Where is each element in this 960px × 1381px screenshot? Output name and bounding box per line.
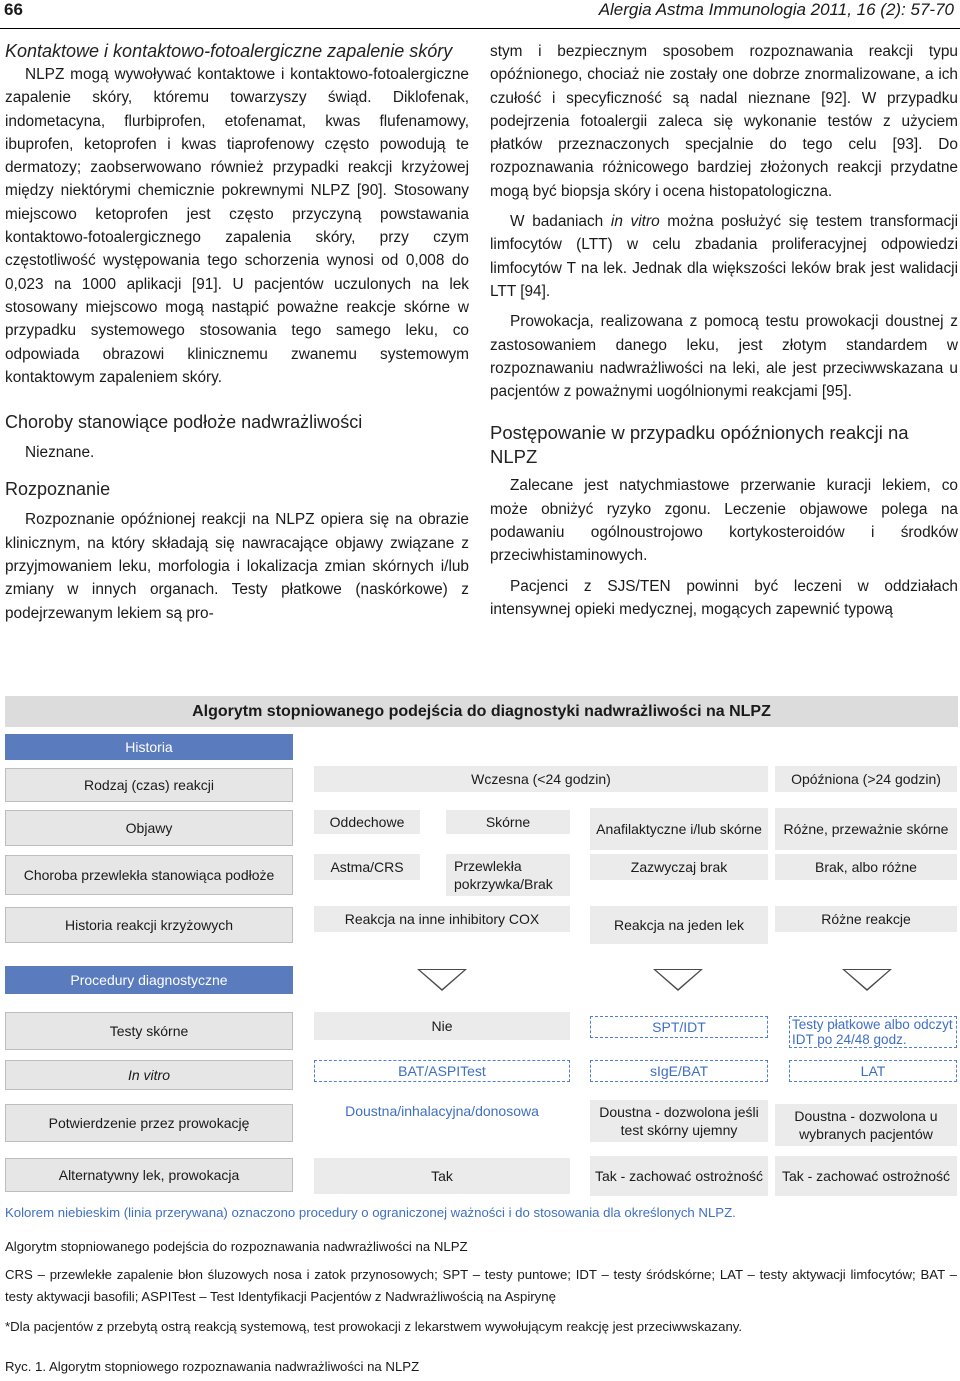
paragraph: Prowokacja, realizowana z pomocą testu prowokacji doustnej z zastosowaniem danego leku, jest złotym standardem w rozpoznawaniu nadwrażliwości na leki, ale jest przeciwwskazana u pacjentów z poważnymi uogólnionymi reakcjami [95]. (490, 313, 958, 401)
cutaneous: Skórne (446, 810, 570, 834)
paragraph: Rozpoznanie opóźnionej reakcji na NLPZ opiera się na obrazie klinicznym, na który składają się nawracające objawy związane z przyjmowaniem leku, morfologia i lokalizacja zmian skórnych i/lub zmiany w innych organach. Testy płatkowe (naskórkowe) z podejrzewanym lekiem są pro- (5, 511, 469, 622)
alt-yes-caution-1: Tak - zachować ostrożność (590, 1156, 768, 1196)
arrow-down-icon (417, 969, 467, 991)
left-column (5, 40, 469, 625)
section-heading-diagnosis: Rozpoznanie (5, 479, 111, 500)
paragraph-in-vitro: W badaniach in vitro można posłużyć się testem transformacji limfocytów (LTT) w celu zbadania proliferacyjnej odpowiedzi limfocytów T na lek. Jednak dla większości leków brak jest walidacji LTT [94]. (490, 213, 958, 300)
figure-title: Algorytm stopniowanego podejścia do diagnostyki nadwrażliwości na NLPZ (5, 696, 958, 727)
row-label-cross-reactions: Historia reakcji krzyżowych (5, 907, 293, 943)
none-or-various: Brak, albo różne (775, 854, 957, 880)
journal-header: Alergia Astma Immunologia 2011, 16 (2): 57-70 (598, 0, 954, 19)
various-reactions: Różne reakcje (775, 906, 957, 932)
proc-label-alternative: Alternatywny lek, prowokacja (5, 1158, 293, 1192)
paragraph: Pacjenci z SJS/TEN powinni być leczeni w oddziałach intensywnej opieki medycznej, mogących zapewnić typową (490, 577, 958, 618)
delayed-reaction: Opóźniona (>24 godzin) (775, 766, 957, 792)
footnote: *Dla pacjentów z przebytą ostrą reakcją systemową, test prowokacji z lekarstwem wywołującym reakcję jest przeciwwskazany. (5, 1319, 743, 1334)
figure-caption: Ryc. 1. Algorytm stopniowego rozpoznawania nadwrażliwości na NLPZ (5, 1359, 420, 1374)
section-heading-contact-dermatitis: Kontaktowe i kontaktowo-fotoalergiczne zapalenie skóry (5, 41, 453, 61)
early-reaction: Wczesna (<24 godzin) (314, 766, 768, 792)
paragraph: Zalecane jest natychmiastowe przerwanie kuracji lekiem, co może obniżyć ryzyko zgonu. Leczenie objawowe polega na podawaniu ogólnoustrojowo kortykosteroidów i środków przeciwhistaminowych. (490, 477, 958, 565)
historia-bar: Historia (5, 734, 293, 760)
arrow-down-icon (653, 969, 703, 991)
paragraph: Nieznane. (25, 444, 95, 462)
other-cox-inhibitors: Reakcja na inne inhibitory COX (314, 906, 570, 932)
row-label-symptoms: Objawy (5, 810, 293, 846)
page-number: 66 (4, 0, 23, 19)
respiratory: Oddechowe (314, 810, 420, 834)
chronic-urticaria: Przewlekła pokrzywka/Brak (446, 854, 570, 896)
paragraph: NLPZ mogą wywoływać kontaktowe i kontaktowo-fotoalergiczne zapalenie skóry, któremu towarzyszy świąd. Diklofenak, indometacyna, flurbiprofen, etofenamat, kwas flufenamowy, ibuprofen, ketoprofen i kwas tiaprofenowy często powodują te dermatozy; zaobserwowano również przypadki reakcji krzyżowej między niektórymi chemicznie pokrewnymi NLPZ [90]. Stosowany miejscowo ketoprofen jest często przyczyną powstawania kontaktowo-fotoalergicznego zapalenia skóry, przy czym częstotliwość występowania tego schorzenia wynosi od 0,008 do 0,023 na 1000 aplikacji [91]. U pacjentów uczulonych na lek stosowany miejscowo mogą nastąpić poważne reakcje skórne w przypadku systemowego stosowania tego samego leku, co odpowiada obrazowi klinicznemu zwanemu systemowym kontaktowym zapaleniem skóry. (5, 66, 469, 386)
oral-if-negative: Doustna - dozwolona jeśli test skórny ujemny (590, 1100, 768, 1142)
procedures-bar: Procedury diagnostyczne (5, 966, 293, 994)
single-drug: Reakcja na jeden lek (590, 906, 768, 944)
proc-label-skin-tests: Testy skórne (5, 1012, 293, 1050)
patch-tests: Testy płatkowe albo odczyt IDT po 24/48 godz. (789, 1016, 957, 1048)
anaphylactic: Anafilaktyczne i/lub skórne (590, 808, 768, 850)
oral-selected-patients: Doustna - dozwolona u wybranych pacjentów (775, 1104, 957, 1146)
alt-yes: Tak (314, 1158, 570, 1194)
lat: LAT (789, 1060, 957, 1082)
usually-none: Zazwyczaj brak (590, 854, 768, 880)
section-heading-management: Postępowanie w przypadku opóźnionych reakcji na NLPZ (490, 422, 909, 467)
oral-inhaled-nasal: Doustna/inhalacyjna/donosowa (345, 1103, 539, 1119)
spt-idt: SPT/IDT (590, 1016, 768, 1038)
bat-aspitest: BAT/ASPITest (314, 1060, 570, 1082)
header-rule (0, 28, 960, 29)
row-label-reaction-time: Rodzaj (czas) reakcji (5, 768, 293, 802)
abbreviations: CRS – przewlekłe zapalenie błon śluzowych nosa i zatok przynosowych; SPT – testy puntowe; IDT – testy śródskórne; LAT – testy aktywacji limfocytów; BAT – testy aktywacji basofili; ASPITest – Test Identyfikacji Pacjentów z Nadwrażliwością na Aspirynę (5, 1267, 957, 1304)
no-skin-test: Nie (314, 1012, 570, 1040)
various-cutaneous: Różne, przeważnie skórne (775, 808, 957, 850)
in-vitro-term: in vitro (610, 213, 660, 231)
proc-label-in-vitro: In vitro (5, 1060, 293, 1090)
algorithm-caption: Algorytm stopniowanego podejścia do rozpoznawania nadwrażliwości na NLPZ (5, 1239, 468, 1254)
algorithm-figure (0, 688, 960, 1228)
sige-bat: sIgE/BAT (590, 1060, 768, 1082)
paragraph: stym i bezpiecznym sposobem rozpoznawania reakcji typu opóźnionego, chociaż nie zostały one dobrze znormalizowane, a ich czułość i specyficzność są nadal nieznane [92]. W przypadku podejrzenia fotoalergii zaleca się wykonanie testów z użyciem płatków przeznaczonych specjalnie do tego celu [93]. Do rozpoznawania różnicowego bardziej złożonych reakcji przydatne mogą być biopsja skóry i ocena histopatologiczna. (490, 43, 958, 200)
proc-label-provocation: Potwierdzenie przez prowokację (5, 1104, 293, 1142)
row-label-underlying-disease: Choroba przewlekła stanowiąca podłoże (5, 855, 293, 895)
right-column (490, 40, 958, 621)
blue-note: Kolorem niebieskim (linia przerywana) oznaczono procedury o ograniczonej ważności i do stosowania dla określonych NLPZ. (5, 1205, 736, 1220)
arrow-down-icon (842, 969, 892, 991)
section-heading-underlying-diseases: Choroby stanowiące podłoże nadwrażliwości (5, 412, 363, 433)
alt-yes-caution-2: Tak - zachować ostrożność (775, 1156, 957, 1196)
asthma-crs: Astma/CRS (314, 854, 420, 880)
